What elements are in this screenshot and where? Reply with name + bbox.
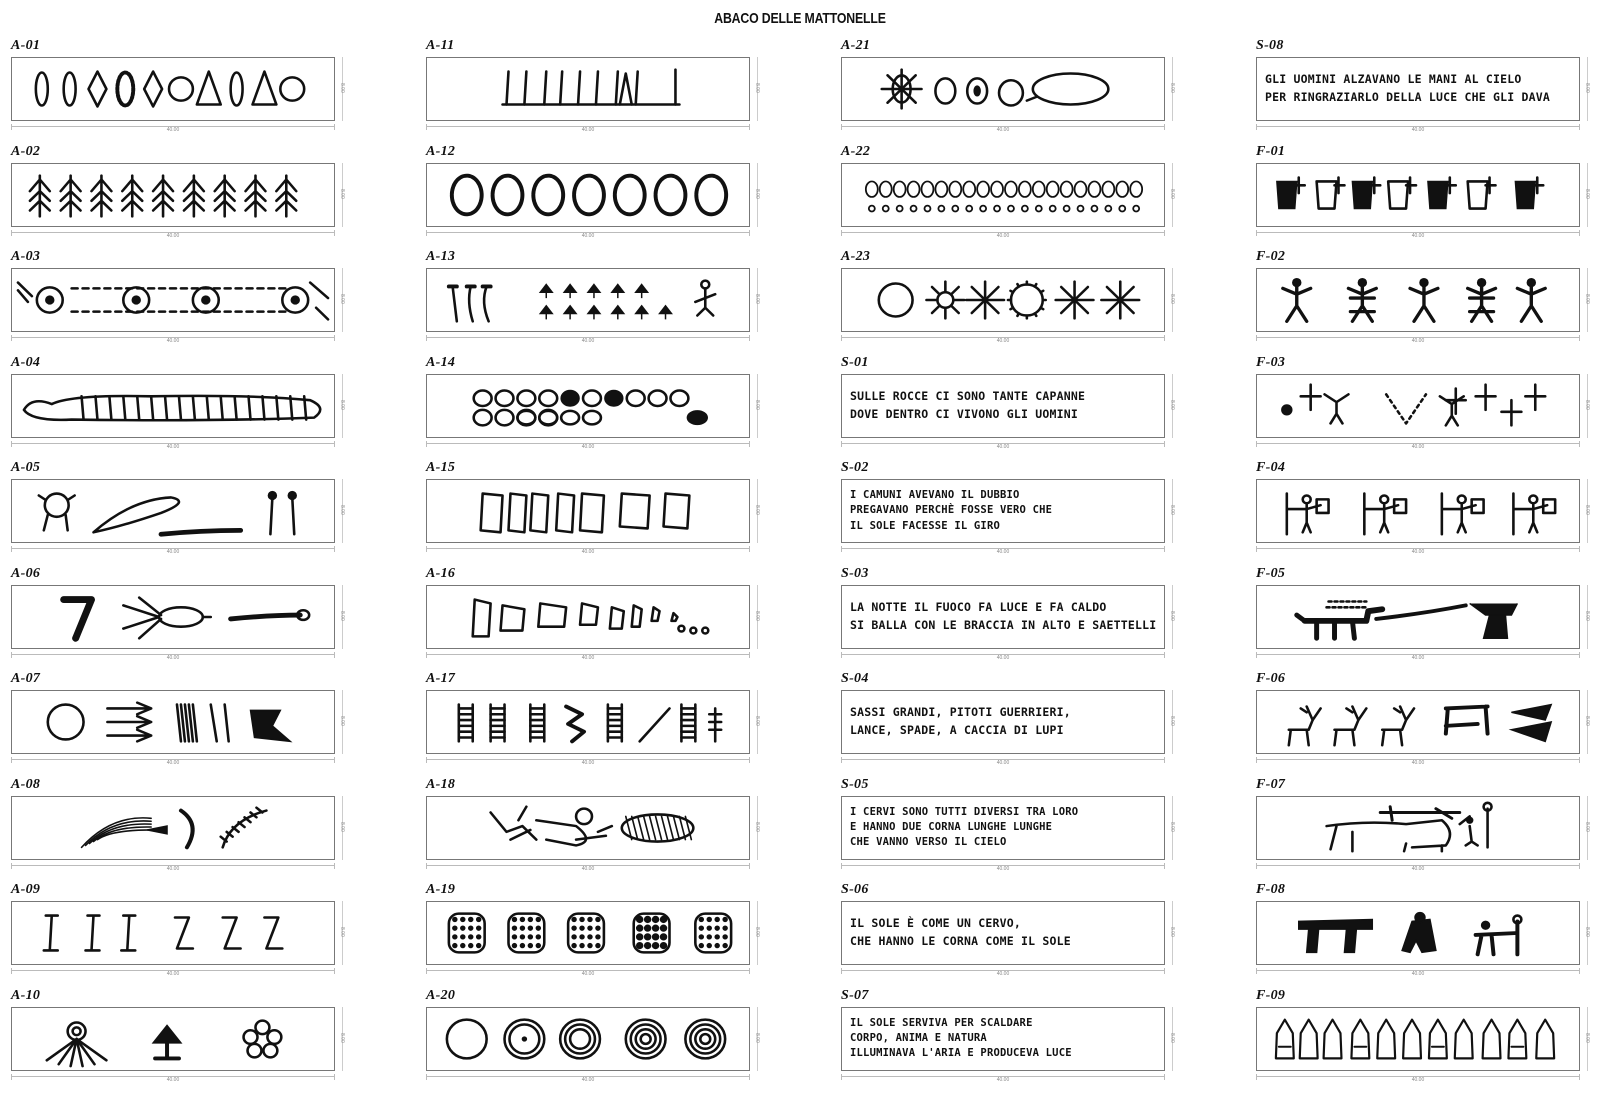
tile-glyph-panel — [426, 163, 750, 227]
leaves-and-triangles-icon — [12, 58, 334, 120]
tile-text-panel — [841, 585, 1165, 649]
height-dimension-label: 8.00 — [1584, 399, 1590, 410]
tile-a-15 — [423, 460, 838, 566]
height-dimension-label: 8.00 — [1584, 716, 1590, 726]
width-dimension-label: 40.00 — [1411, 654, 1425, 661]
tile-code: F-05 — [1256, 565, 1286, 581]
deer-icon — [1257, 691, 1579, 753]
height-dimension-label: 8.00 — [339, 83, 345, 93]
caption-line: SI BALLA CON LE BRACCIA IN ALTO E SAETTELLI — [850, 617, 1156, 632]
width-dimension-label: 40.00 — [996, 865, 1010, 872]
tile-s-04 — [838, 671, 1253, 777]
height-dimension-label: 8.00 — [1169, 83, 1175, 93]
tile-glyph-panel — [426, 479, 750, 543]
tile-a-07 — [8, 671, 423, 777]
width-dimension-label: 40.00 — [1411, 232, 1425, 239]
caption-line: E HANNO DUE CORNA LUNGHE LUNGHE — [850, 820, 1053, 833]
tile-a-03 — [8, 249, 423, 355]
black-shapes-icon — [1257, 902, 1579, 964]
width-dimension-label: 40.00 — [996, 760, 1010, 766]
tile-code: S-07 — [841, 987, 869, 1003]
tile-text-panel — [841, 374, 1165, 438]
height-dimension-label: 8.00 — [1584, 188, 1590, 199]
tile-code: A-07 — [11, 671, 41, 686]
tile-code: A-21 — [841, 38, 871, 53]
height-dimension-label: 8.00 — [754, 83, 760, 93]
frames-icon — [427, 480, 749, 542]
seven-spider-line-icon — [12, 586, 334, 648]
width-dimension-label: 40.00 — [581, 127, 595, 133]
height-dimension-label: 8.00 — [1169, 399, 1175, 410]
tile-code: S-03 — [841, 565, 869, 581]
tile-glyph-panel — [426, 268, 750, 332]
caption-line: CHE VANNO VERSO IL CIELO — [850, 836, 1007, 849]
tile-caption — [1257, 69, 1579, 109]
crosses-and-figures-icon — [1257, 375, 1579, 437]
tile-code: A-16 — [426, 565, 456, 581]
tile-code: A-18 — [426, 776, 456, 792]
tile-s-06 — [838, 882, 1253, 988]
caption-line: DOVE DENTRO CI VIVONO GLI UOMINI — [850, 406, 1078, 421]
tile-glyph-panel — [426, 901, 750, 965]
width-dimension-label: 40.00 — [996, 127, 1010, 133]
tile-glyph-panel — [1256, 479, 1580, 543]
scribbled-scene-icon — [427, 797, 749, 859]
ox-and-plough-icon — [1257, 797, 1579, 859]
tile-code: S-04 — [841, 671, 869, 686]
tile-glyph-panel — [1256, 1007, 1580, 1071]
tile-glyph-panel — [1256, 796, 1580, 860]
tile-glyph-panel — [1256, 374, 1580, 438]
height-dimension-label: 8.00 — [1584, 927, 1590, 937]
ladders-icon — [427, 691, 749, 753]
width-dimension-label: 40.00 — [581, 865, 595, 872]
tile-s-05 — [838, 777, 1253, 883]
tile-glyph-panel — [11, 374, 335, 438]
tile-caption — [842, 597, 1164, 637]
width-dimension-label: 40.00 — [996, 971, 1010, 977]
caption-line: PREGAVANO PERCHÈ FOSSE VERO CHE — [850, 504, 1053, 517]
rough-ovals-icon — [427, 164, 749, 226]
circle-arrows-hatch-icon — [12, 691, 334, 753]
tile-s-02 — [838, 460, 1253, 566]
tile-a-01 — [8, 38, 423, 144]
width-dimension-label: 40.00 — [581, 654, 595, 661]
figures-and-strokes-icon — [12, 480, 334, 542]
tile-s-08 — [1253, 38, 1600, 144]
height-dimension-label: 8.00 — [754, 927, 760, 937]
height-dimension-label: 8.00 — [754, 821, 760, 832]
tile-a-22 — [838, 144, 1253, 250]
width-dimension-label: 40.00 — [166, 760, 180, 766]
width-dimension-label: 40.00 — [166, 127, 180, 133]
height-dimension-label: 8.00 — [754, 505, 760, 515]
tile-code: A-05 — [11, 460, 41, 475]
tile-code: A-17 — [426, 671, 456, 686]
height-dimension-label: 8.00 — [1169, 821, 1175, 832]
caption-line: CORPO, ANIMA E NATURA — [850, 1031, 987, 1044]
tile-glyph-panel — [11, 479, 335, 543]
tile-s-07 — [838, 988, 1253, 1093]
tile-a-20 — [423, 988, 838, 1093]
caption-line: I CAMUNI AVEVANO IL DUBBIO — [850, 489, 1020, 502]
width-dimension-label: 40.00 — [1411, 865, 1425, 872]
stalks-and-arrows-icon — [427, 269, 749, 331]
bug-and-ovals-icon — [842, 58, 1164, 120]
comb-icon — [427, 58, 749, 120]
width-dimension-label: 40.00 — [996, 1076, 1010, 1083]
tile-code: F-02 — [1256, 249, 1286, 264]
long-striped-shape-icon — [12, 375, 334, 437]
animal-and-man-icon — [1257, 586, 1579, 648]
width-dimension-label: 40.00 — [581, 1076, 595, 1083]
tile-glyph-panel — [426, 1007, 750, 1071]
caption-line: IL SOLE FACESSE IL GIRO — [850, 519, 1000, 532]
tile-code: F-04 — [1256, 460, 1286, 475]
caption-line: IL SOLE È COME UN CERVO, — [850, 916, 1021, 931]
caption-line: ILLUMINAVA L'ARIA E PRODUCEVA LUCE — [850, 1047, 1072, 1060]
height-dimension-label: 8.00 — [339, 294, 345, 304]
height-dimension-label: 8.00 — [754, 610, 760, 621]
tile-text-panel — [841, 796, 1165, 860]
tile-code: A-20 — [426, 987, 456, 1003]
tile-code: F-07 — [1256, 776, 1286, 792]
height-dimension-label: 8.00 — [339, 927, 345, 937]
height-dimension-label: 8.00 — [754, 188, 760, 199]
tile-code: F-08 — [1256, 882, 1286, 897]
height-dimension-label: 8.00 — [754, 294, 760, 304]
height-dimension-label: 8.00 — [1584, 610, 1590, 621]
black-figures-icon — [1257, 164, 1579, 226]
tile-code: F-01 — [1256, 143, 1286, 159]
tile-a-12 — [423, 144, 838, 250]
tile-glyph-panel — [11, 690, 335, 754]
tile-glyph-panel — [841, 268, 1165, 332]
tile-code: A-14 — [426, 354, 456, 370]
tile-a-21 — [838, 38, 1253, 144]
tile-glyph-panel — [11, 1007, 335, 1071]
width-dimension-label: 40.00 — [996, 443, 1010, 450]
tile-a-19 — [423, 882, 838, 988]
tile-code: S-08 — [1256, 38, 1284, 53]
page-title: ABACO DELLE MATTONELLE — [714, 10, 886, 27]
tile-code: F-03 — [1256, 354, 1286, 370]
tile-code: S-05 — [841, 776, 869, 792]
tile-f-03 — [1253, 355, 1600, 461]
tile-a-16 — [423, 566, 838, 672]
tile-f-08 — [1253, 882, 1600, 988]
tile-a-05 — [8, 460, 423, 566]
tile-glyph-panel — [426, 796, 750, 860]
tile-glyph-panel — [426, 374, 750, 438]
tile-code: A-22 — [841, 143, 871, 159]
height-dimension-label: 8.00 — [754, 716, 760, 726]
height-dimension-label: 8.00 — [339, 821, 345, 832]
tile-glyph-panel — [1256, 163, 1580, 227]
tile-glyph-panel — [11, 268, 335, 332]
tile-code: A-04 — [11, 354, 41, 370]
tile-grid — [8, 38, 1600, 1093]
i-and-z-shapes-icon — [12, 902, 334, 964]
tile-glyph-panel — [1256, 268, 1580, 332]
tile-glyph-panel — [841, 163, 1165, 227]
width-dimension-label: 40.00 — [166, 1076, 180, 1083]
arcs-and-rays-icon — [12, 797, 334, 859]
tile-glyph-panel — [11, 796, 335, 860]
caption-line: CHE HANNO LE CORNA COME IL SOLE — [850, 934, 1071, 948]
pebbles-icon — [427, 375, 749, 437]
width-dimension-label: 40.00 — [996, 549, 1010, 555]
height-dimension-label: 8.00 — [1169, 716, 1175, 726]
height-dimension-label: 8.00 — [1584, 83, 1590, 93]
suns-and-stars-icon — [842, 269, 1164, 331]
trees-icon — [12, 164, 334, 226]
width-dimension-label: 40.00 — [166, 232, 180, 239]
height-dimension-label: 8.00 — [339, 505, 345, 515]
tile-caption — [842, 1014, 1164, 1064]
tile-text-panel — [1256, 57, 1580, 121]
tile-f-05 — [1253, 566, 1600, 672]
width-dimension-label: 40.00 — [1411, 127, 1425, 133]
tile-glyph-panel — [11, 901, 335, 965]
caption-line: I CERVI SONO TUTTI DIVERSI TRA LORO — [850, 805, 1079, 818]
width-dimension-label: 40.00 — [581, 443, 595, 450]
height-dimension-label: 8.00 — [754, 1032, 760, 1043]
tile-s-01 — [838, 355, 1253, 461]
tile-code: S-06 — [841, 882, 869, 897]
height-dimension-label: 8.00 — [1169, 505, 1175, 515]
caption-line: IL SOLE SERVIVA PER SCALDARE — [850, 1016, 1033, 1029]
tile-caption — [842, 913, 1164, 953]
tile-text-panel — [841, 479, 1165, 543]
tile-caption — [842, 803, 1164, 853]
tile-a-04 — [8, 355, 423, 461]
tile-text-panel — [841, 690, 1165, 754]
concentric-circles-icon — [427, 1008, 749, 1070]
width-dimension-label: 40.00 — [581, 549, 595, 555]
tile-code: A-10 — [11, 987, 41, 1003]
tile-code: F-09 — [1256, 987, 1286, 1003]
caption-line: PER RINGRAZIARLO DELLA LUCE CHE GLI DAVA — [1265, 90, 1550, 104]
height-dimension-label: 8.00 — [339, 399, 345, 410]
height-dimension-label: 8.00 — [339, 716, 345, 726]
tile-glyph-panel — [426, 585, 750, 649]
stones-outline-icon — [427, 586, 749, 648]
caption-line: LA NOTTE IL FUOCO FA LUCE E FA CALDO — [850, 599, 1107, 614]
width-dimension-label: 40.00 — [1411, 338, 1425, 344]
tile-code: A-03 — [11, 249, 41, 264]
height-dimension-label: 8.00 — [1169, 1032, 1175, 1043]
tile-a-23 — [838, 249, 1253, 355]
tile-a-02 — [8, 144, 423, 250]
tile-code: A-23 — [841, 249, 871, 264]
width-dimension-label: 40.00 — [581, 971, 595, 977]
tile-f-09 — [1253, 988, 1600, 1093]
tile-a-09 — [8, 882, 423, 988]
tile-f-06 — [1253, 671, 1600, 777]
tile-glyph-panel — [1256, 690, 1580, 754]
tile-glyph-panel — [11, 163, 335, 227]
height-dimension-label: 8.00 — [339, 1032, 345, 1043]
small-rings-icon — [842, 164, 1164, 226]
tile-s-03 — [838, 566, 1253, 672]
tile-a-17 — [423, 671, 838, 777]
tile-code: A-13 — [426, 249, 456, 264]
caption-line: GLI UOMINI ALZAVANO LE MANI AL CIELO — [1265, 72, 1522, 87]
height-dimension-label: 8.00 — [339, 188, 345, 199]
tile-f-07 — [1253, 777, 1600, 883]
tile-code: A-19 — [426, 882, 456, 897]
width-dimension-label: 40.00 — [166, 654, 180, 661]
caption-line: LANCE, SPADE, A CACCIA DI LUPI — [850, 723, 1064, 737]
tile-a-08 — [8, 777, 423, 883]
tile-a-13 — [423, 249, 838, 355]
tile-code: A-08 — [11, 776, 41, 792]
tile-code: A-09 — [11, 882, 41, 897]
tile-code: A-02 — [11, 143, 41, 159]
tile-caption — [842, 386, 1164, 426]
height-dimension-label: 8.00 — [1169, 610, 1175, 621]
width-dimension-label: 40.00 — [581, 232, 595, 239]
tile-glyph-panel — [11, 57, 335, 121]
tile-a-06 — [8, 566, 423, 672]
height-dimension-label: 8.00 — [754, 399, 760, 410]
width-dimension-label: 40.00 — [1411, 1076, 1425, 1083]
width-dimension-label: 40.00 — [1411, 443, 1425, 450]
width-dimension-label: 40.00 — [996, 338, 1010, 344]
caption-line: SULLE ROCCE CI SONO TANTE CAPANNE — [850, 388, 1086, 403]
tile-code: A-01 — [11, 38, 41, 53]
height-dimension-label: 8.00 — [1169, 188, 1175, 199]
height-dimension-label: 8.00 — [1169, 927, 1175, 937]
tile-code: A-11 — [426, 38, 455, 53]
tile-code: A-06 — [11, 565, 41, 581]
width-dimension-label: 40.00 — [581, 760, 595, 766]
height-dimension-label: 8.00 — [1584, 1032, 1590, 1043]
tile-code: A-15 — [426, 460, 456, 475]
tile-f-02 — [1253, 249, 1600, 355]
width-dimension-label: 40.00 — [996, 232, 1010, 239]
eyes-and-dots-icon — [12, 269, 334, 331]
width-dimension-label: 40.00 — [166, 865, 180, 872]
caption-line: SASSI GRANDI, PITOTI GUERRIERI, — [850, 705, 1071, 720]
tile-f-01 — [1253, 144, 1600, 250]
tile-f-04 — [1253, 460, 1600, 566]
width-dimension-label: 40.00 — [996, 654, 1010, 661]
tile-text-panel — [841, 901, 1165, 965]
tile-code: S-01 — [841, 354, 869, 370]
width-dimension-label: 40.00 — [581, 338, 595, 344]
tile-code: F-06 — [1256, 671, 1286, 686]
tile-a-18 — [423, 777, 838, 883]
height-dimension-label: 8.00 — [1169, 294, 1175, 304]
width-dimension-label: 40.00 — [1411, 549, 1425, 555]
width-dimension-label: 40.00 — [1411, 760, 1425, 766]
width-dimension-label: 40.00 — [166, 443, 180, 450]
tile-text-panel — [841, 1007, 1165, 1071]
tile-glyph-panel — [1256, 585, 1580, 649]
height-dimension-label: 8.00 — [1584, 821, 1590, 832]
tile-a-10 — [8, 988, 423, 1093]
tile-caption — [842, 702, 1164, 742]
tile-glyph-panel — [426, 690, 750, 754]
tile-glyph-panel — [11, 585, 335, 649]
tile-a-11 — [423, 38, 838, 144]
huts-icon — [1257, 1008, 1579, 1070]
tile-glyph-panel — [1256, 901, 1580, 965]
width-dimension-label: 40.00 — [166, 971, 180, 977]
warriors-icon — [1257, 480, 1579, 542]
width-dimension-label: 40.00 — [166, 549, 180, 555]
tile-glyph-panel — [841, 57, 1165, 121]
height-dimension-label: 8.00 — [1584, 294, 1590, 304]
tile-glyph-panel — [426, 57, 750, 121]
tile-a-14 — [423, 355, 838, 461]
tile-caption — [842, 486, 1164, 536]
height-dimension-label: 8.00 — [339, 610, 345, 621]
tile-code: A-12 — [426, 143, 456, 159]
tile-code: S-02 — [841, 460, 869, 475]
height-dimension-label: 8.00 — [1584, 505, 1590, 515]
width-dimension-label: 40.00 — [1411, 971, 1425, 977]
dancers-icon — [1257, 269, 1579, 331]
width-dimension-label: 40.00 — [166, 338, 180, 344]
sun-arrow-flower-icon — [12, 1008, 334, 1070]
dotted-blobs-icon — [427, 902, 749, 964]
